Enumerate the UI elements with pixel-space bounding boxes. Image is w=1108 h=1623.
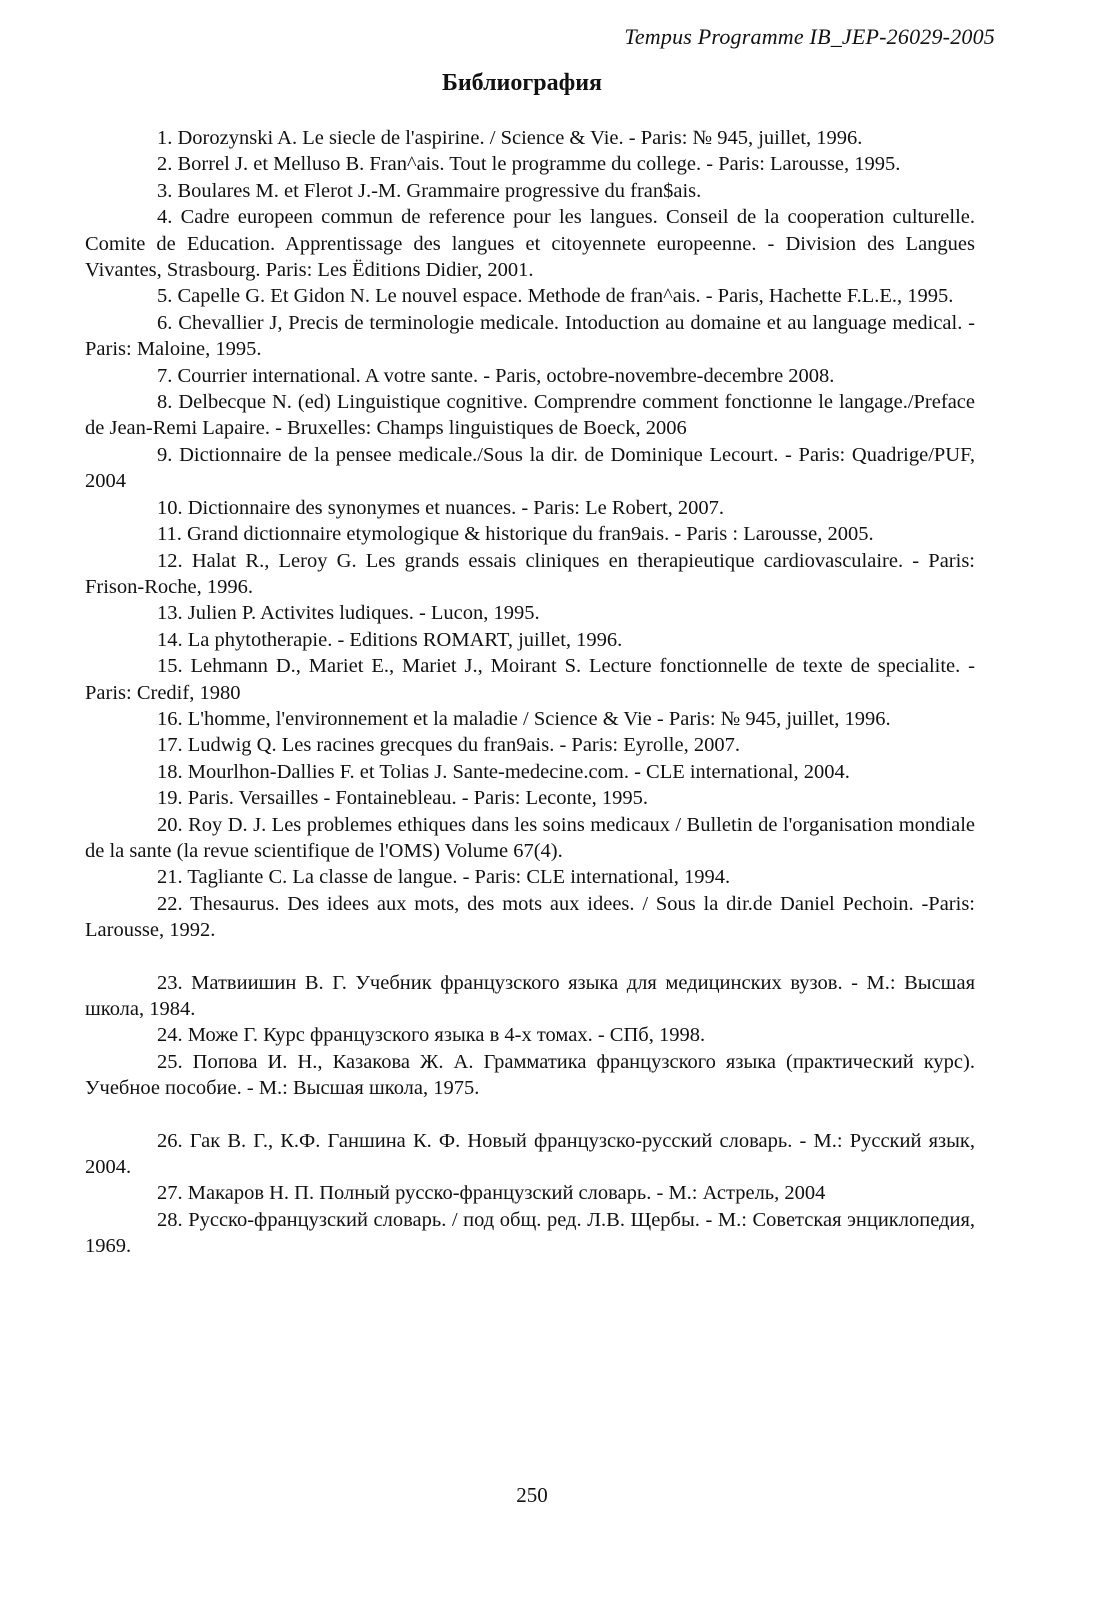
bibliography-entry: 23. Матвиишин В. Г. Учебник французского языка для медицинских вузов. - М.: Высшая школа, 1984. [85,971,975,1020]
bibliography-entry: 12. Halat R., Leroy G. Les grands essais cliniques en therapieutique cardiovasculaire. - Paris: Frison-Roche, 1996. [85,549,975,598]
bibliography-entry: 14. La phytotherapie. - Editions ROMART, juillet, 1996. [157,628,623,651]
page-title: Библиография [441,70,603,96]
bibliography-entry: 2. Borrel J. et Melluso B. Fran^ais. Tout le programme du college. - Paris: Larousse, 1995. [157,153,901,176]
bibliography-entry: 28. Русско-французский словарь. / под общ. ред. Л.В. Щербы. - М.: Советская энциклопедия, 1969. [85,1208,975,1258]
bibliography-entry: 13. Julien P. Activites ludiques. - Lucon, 1995. [157,602,540,625]
bibliography-entry: 5. Capelle G. Et Gidon N. Le nouvel espace. Methode de fran^ais. - Paris, Hachette F.L.E., 1995. [157,285,954,308]
bibliography-entry: 19. Paris. Versailles - Fontainebleau. - Paris: Leconte, 1995. [157,787,648,810]
bibliography-entry: 26. Гак В. Г., К.Ф. Ганшина К. Ф. Новый французско-русский словарь. - М.: Русский язык, 2004. [85,1129,975,1179]
bibliography-entry: 25. Попова И. Н., Казакова Ж. А. Грамматика французского языка (практический курс). Учебное пособие. - М.: Высшая школа, 1975. [85,1050,975,1100]
bibliography-entry: 21. Tagliante C. La classe de langue. - Paris: CLE international, 1994. [157,866,731,889]
bibliography-entry: 18. Mourlhon-Dallies F. et Tolias J. Sante-medecine.com. - CLE international, 2004. [157,760,850,783]
bibliography-entry: 27. Макаров Н. П. Полный русско-французский словарь. - М.: Астрель, 2004 [157,1182,826,1205]
bibliography-entry: 16. L'homme, l'environnement et la maladie / Science & Vie - Paris: № 945, juillet, 1996. [157,707,891,730]
page-number: 250 [516,1483,548,1507]
bibliography-entry: 15. Lehmann D., Mariet E., Mariet J., Moirant S. Lecture fonctionnelle de texte de specialite. - Paris: Credif, 1980 [85,655,975,704]
bibliography-entry: 3. Boulares M. et Flerot J.-M. Grammaire progressive du fran$ais. [157,179,702,202]
bibliography-list [85,125,975,1260]
bibliography-entry: 1. Dorozynski A. Le siecle de l'aspirine. / Science & Vie. - Paris: № 945, juillet, 1996. [157,127,863,149]
bibliography-entry: 6. Chevallier J, Precis de terminologie medicale. Intoduction au domaine et au language medical. - Paris: Maloine, 1995. [85,311,975,361]
bibliography-entry: 9. Dictionnaire de la pensee medicale./Sous la dir. de Dominique Lecourt. - Paris: Quadrige/PUF, 2004 [85,443,975,493]
bibliography-entry: 8. Delbecque N. (ed) Linguistique cognitive. Comprendre comment fonctionne le langage./Preface de Jean-Remi Lapaire. - Bruxelles: Champs linguistiques de Boeck, 2006 [85,391,975,440]
bibliography-entry: 11. Grand dictionnaire etymologique & historique du fran9ais. - Paris : Larousse, 2005. [157,523,874,546]
bibliography-entry: 22. Thesaurus. Des idees aux mots, des mots aux idees. / Sous la dir.de Daniel Pechoin. -Paris: Larousse, 1992. [85,892,975,942]
bibliography-entry: 17. Ludwig Q. Les racines grecques du fran9ais. - Paris: Eyrolle, 2007. [157,734,740,757]
bibliography-entry: 24. Може Г. Курс французского языка в 4-х томах. - СПб, 1998. [157,1024,706,1047]
bibliography-entry: 7. Courrier international. A votre sante. - Paris, octobre-novembre-decembre 2008. [157,364,835,387]
bibliography-entry: 4. Cadre europeen commun de reference pour les langues. Conseil de la cooperation culturelle. Comite de Education. Apprentissage des langues et citoyennete europeenne. - Division des Langues Vivantes, Strasbourg. Paris: Les Ëditions Didier, 2001. [85,206,975,282]
bibliography-entry: 10. Dictionnaire des synonymes et nuances. - Paris: Le Robert, 2007. [157,496,725,519]
running-header: Tempus Programme IB_JEP-26029-2005 [624,24,995,49]
bibliography-entry: 20. Roy D. J. Les problemes ethiques dans les soins medicaux / Bulletin de l'organisation mondiale de la sante (la revue scientifique de l'OMS) Volume 67(4). [85,813,975,862]
